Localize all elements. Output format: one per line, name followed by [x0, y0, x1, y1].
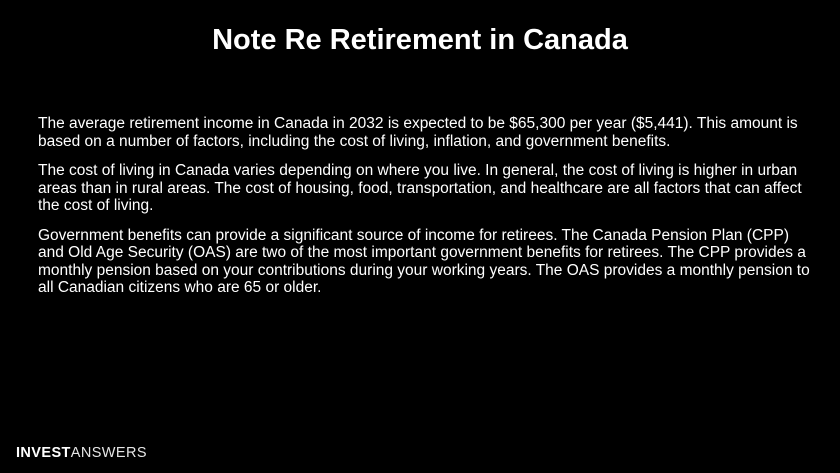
paragraph-retirement-income: The average retirement income in Canada in 2032 is expected to be $65,300 per year ($5,441). This amount is based on a number of factors, including the cost of living, inflation, and government benefits. [38, 115, 798, 150]
slide-body [38, 115, 813, 309]
paragraph-cost-of-living: The cost of living in Canada varies depending on where you live. In general, the cost of living is higher in urban areas than in rural areas. The cost of housing, food, transportation, and healthcare are all factors that can affect the cost of living. [38, 162, 802, 214]
brand-logo [16, 444, 147, 462]
paragraph-government-benefits: Government benefits can provide a significant source of income for retirees. The Canada Pension Plan (CPP) and Old Age Security (OAS) are two of the most important government benefits for retirees. The CPP provides a monthly pension based on your contributions during your working years. The OAS provides a monthly pension to all Canadian citizens who are 65 or older. [38, 226, 810, 296]
brand-logo-light: ANSWERS [70, 445, 147, 461]
slide-title: Note Re Retirement in Canada [212, 24, 628, 56]
brand-logo-bold: INVEST [16, 445, 71, 461]
